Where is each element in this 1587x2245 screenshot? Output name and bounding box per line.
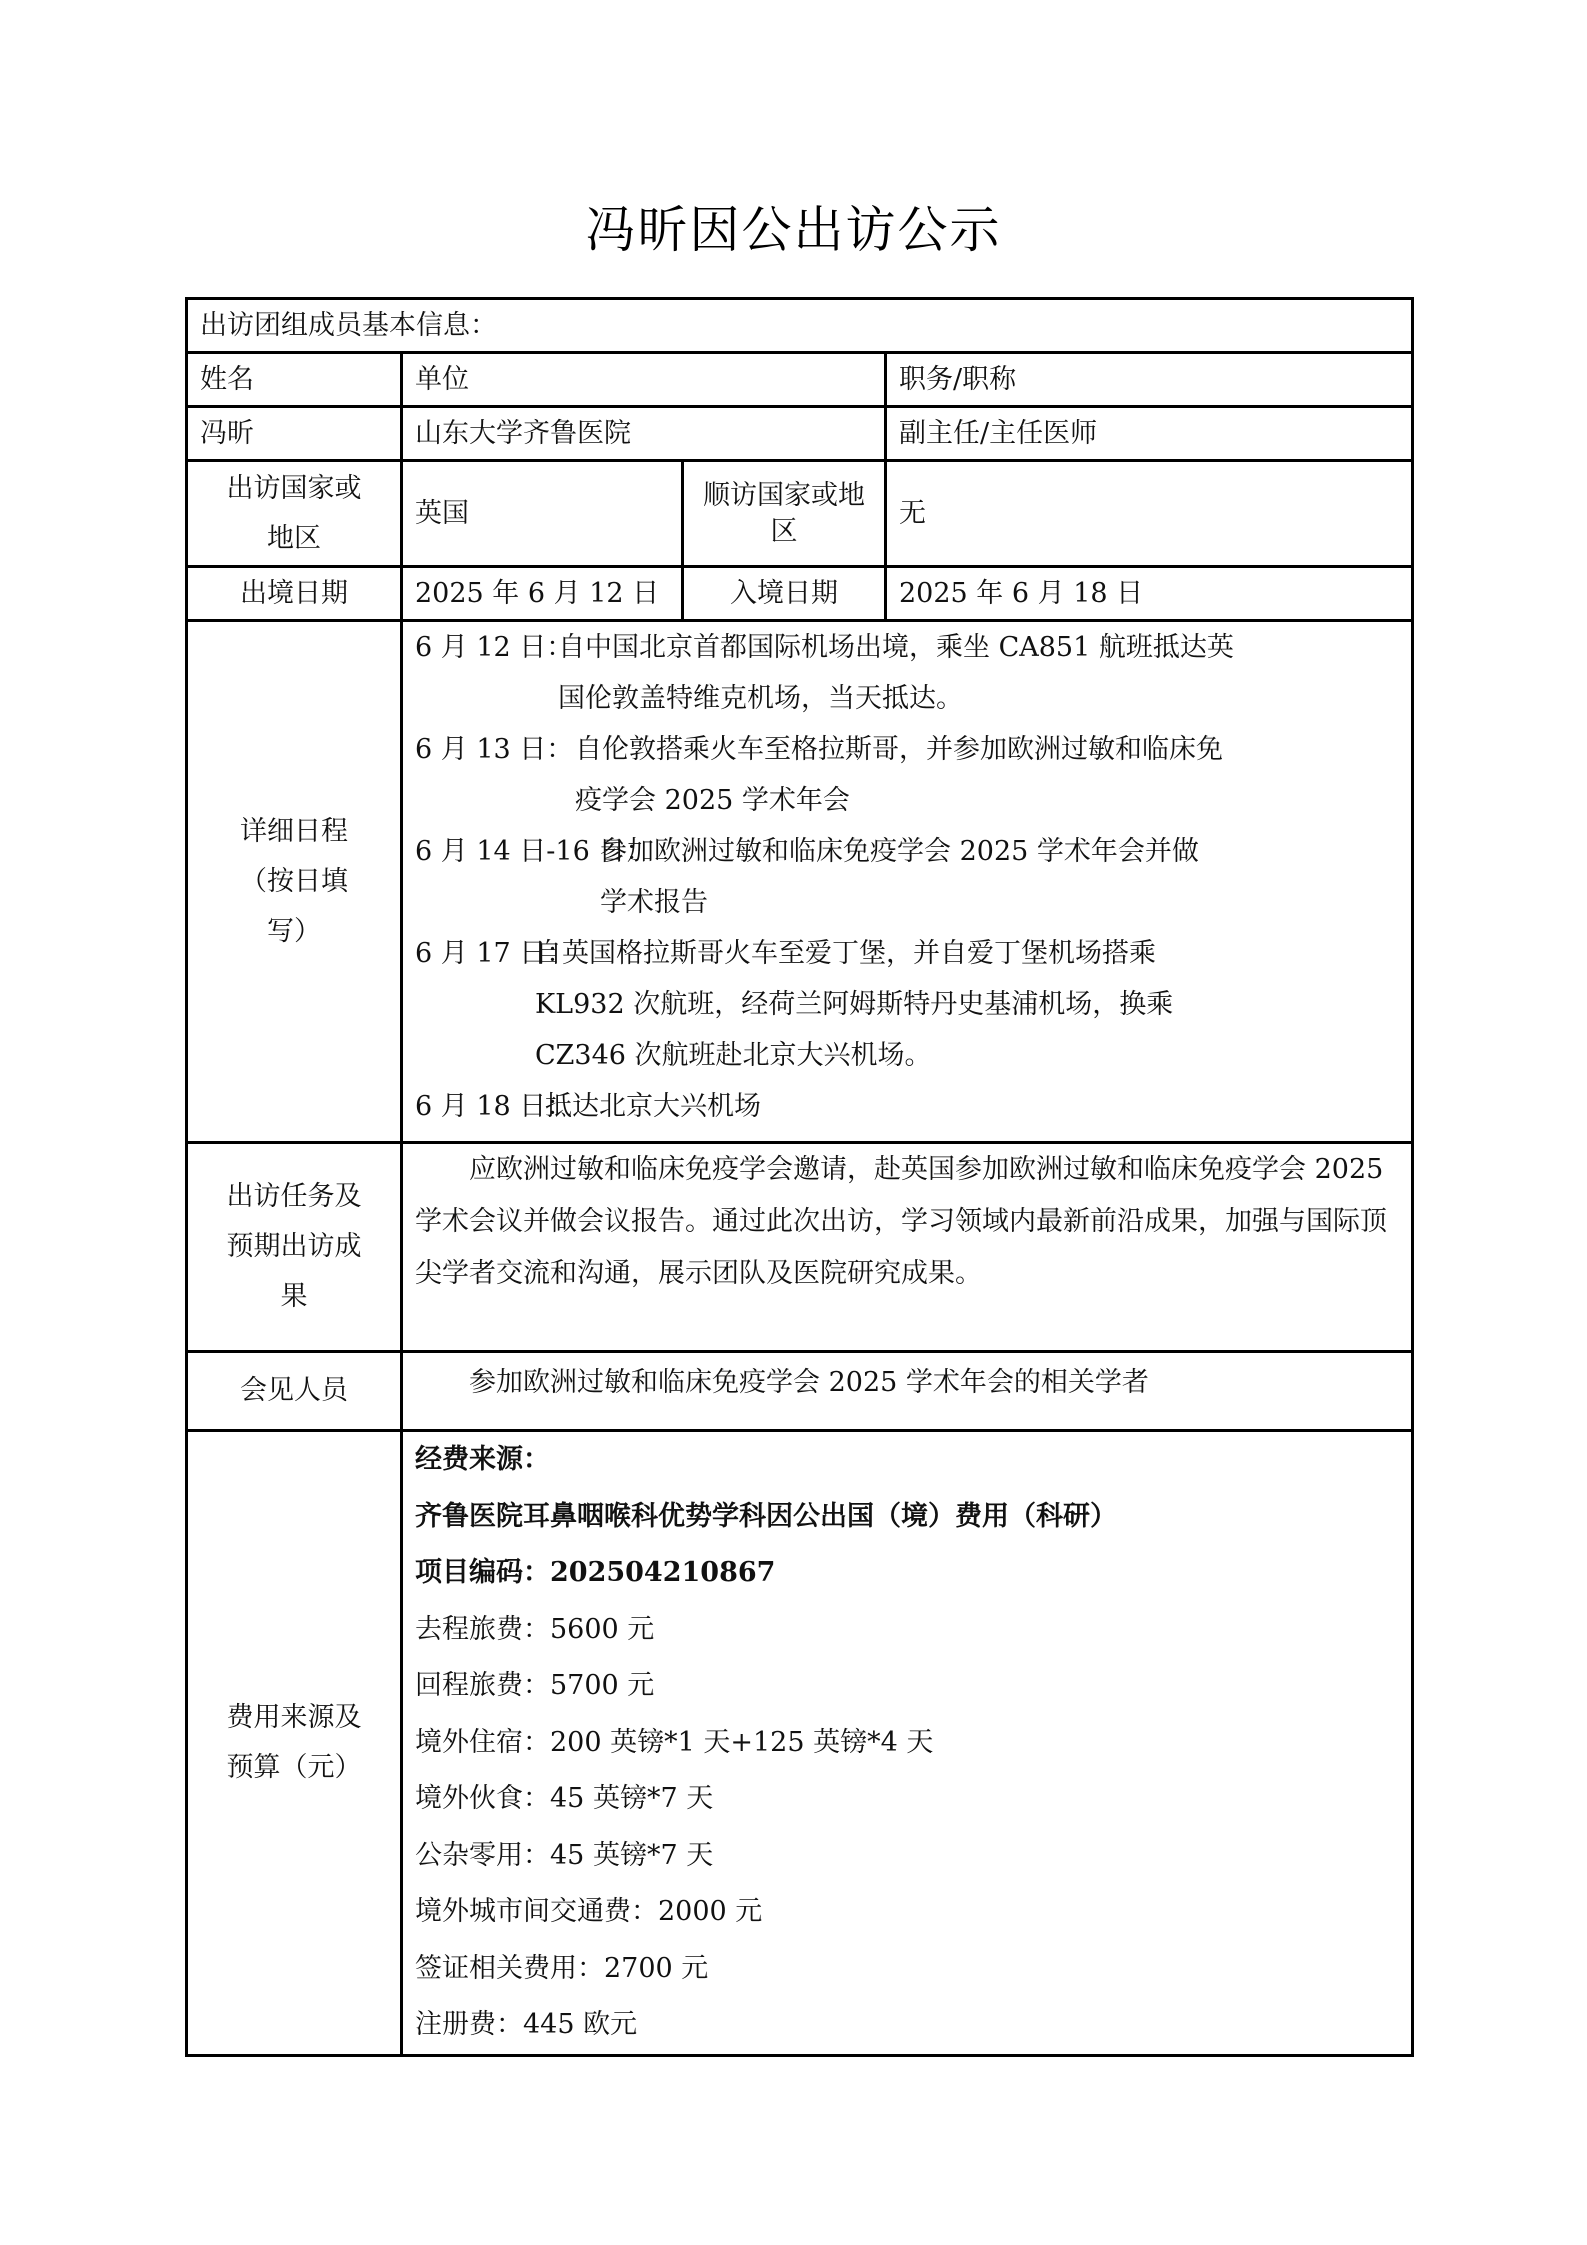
unit-header: 单位 — [402, 353, 886, 407]
schedule-text: 自中国北京首都国际机场出境，乘坐 CA851 航班抵达英 — [558, 632, 1234, 663]
schedule-date — [415, 775, 575, 826]
schedule-line — [415, 1081, 1399, 1132]
mission-label-line: 预期出访成 — [226, 1231, 362, 1262]
budget-item: 注册费：445 欧元 — [415, 2009, 638, 2040]
schedule-line — [415, 724, 1399, 775]
budget-label-line: 费用来源及 — [226, 1701, 362, 1733]
destination-label-line: 出访国家或 — [226, 472, 362, 504]
section-header-row — [187, 299, 1413, 353]
schedule-text: 学术报告 — [600, 887, 708, 918]
destination-value: 英国 — [402, 461, 683, 567]
budget-item: 回程旅费：5700 元 — [415, 1670, 655, 1701]
schedule-date — [415, 877, 600, 928]
column-header-row — [187, 353, 1413, 407]
schedule-line — [415, 979, 1399, 1030]
budget-label — [187, 1431, 402, 2056]
exit-date-value: 2025 年 6 月 12 日 — [402, 567, 683, 621]
schedule-line — [415, 1030, 1399, 1081]
exit-date-label: 出境日期 — [187, 567, 402, 621]
schedule-label-line: （按日填 — [240, 865, 348, 897]
section-header: 出访团组成员基本信息： — [187, 299, 1413, 353]
entry-date-label: 入境日期 — [683, 567, 886, 621]
schedule-text: 自伦敦搭乘火车至格拉斯哥，并参加欧洲过敏和临床免 — [575, 734, 1223, 765]
mission-row — [187, 1143, 1413, 1352]
schedule-item — [415, 1081, 1399, 1132]
name-header: 姓名 — [187, 353, 402, 407]
budget-item: 境外城市间交通费：2000 元 — [415, 1896, 763, 1927]
meeting-label: 会见人员 — [187, 1352, 402, 1431]
budget-items — [415, 1602, 1399, 2054]
member-name: 冯昕 — [187, 407, 402, 461]
schedule-text: CZ346 次航班赴北京大兴机场。 — [535, 1040, 932, 1071]
schedule-item — [415, 622, 1399, 724]
schedule-text: 国伦敦盖特维克机场，当天抵达。 — [558, 683, 963, 714]
schedule-line — [415, 673, 1399, 724]
mission-text: 应欧洲过敏和临床免疫学会邀请，赴英国参加欧洲过敏和临床免疫学会 2025 学术会议并做会议报告。通过此次出访，学习领域内最新前沿成果，加强与国际顶尖学者交流和沟通，展示团队及医院研究成果。 — [415, 1154, 1387, 1289]
schedule-label-line: 写） — [267, 915, 321, 947]
schedule-item — [415, 724, 1399, 826]
schedule-label-line: 详细日程 — [240, 815, 348, 847]
schedule-content — [402, 621, 1413, 1143]
schedule-row — [187, 621, 1413, 1143]
meeting-row — [187, 1352, 1413, 1431]
member-unit: 山东大学齐鲁医院 — [402, 407, 886, 461]
schedule-line — [415, 826, 1399, 877]
schedule-line — [415, 928, 1399, 979]
schedule-date: 6 月 12 日： — [415, 632, 574, 663]
also-visit-value: 无 — [886, 461, 1413, 567]
schedule-text: 参加欧洲过敏和临床免疫学会 2025 学术年会并做 — [600, 836, 1199, 867]
page-title: 冯昕因公出访公示 — [585, 201, 1002, 259]
member-row — [187, 407, 1413, 461]
budget-item: 境外伙食：45 英镑*7 天 — [415, 1783, 714, 1814]
destination-label — [187, 461, 402, 567]
destination-row — [187, 461, 1413, 567]
mission-label — [187, 1143, 402, 1352]
schedule-text: 抵达北京大兴机场 — [545, 1091, 761, 1122]
mission-content — [402, 1143, 1413, 1352]
schedule-date: 6 月 13 日： — [415, 734, 574, 765]
budget-item: 公杂零用：45 英镑*7 天 — [415, 1839, 714, 1871]
visit-info-table — [185, 297, 1414, 2057]
budget-item: 去程旅费：5600 元 — [415, 1613, 655, 1645]
mission-label-line: 出访任务及 — [226, 1181, 362, 1212]
schedule-text: KL932 次航班，经荷兰阿姆斯特丹史基浦机场，换乘 — [535, 989, 1174, 1020]
schedule-item — [415, 826, 1399, 928]
budget-item: 签证相关费用：2700 元 — [415, 1952, 709, 1984]
also-visit-label: 顺访国家或地区 — [683, 461, 886, 567]
schedule-date: 6 月 17 日： — [415, 938, 574, 969]
budget-label-line: 预算（元） — [226, 1751, 362, 1783]
mission-label-line: 果 — [280, 1281, 308, 1312]
schedule-line — [415, 877, 1399, 928]
budget-row — [187, 1431, 1413, 2056]
schedule-text: 疫学会 2025 学术年会 — [575, 785, 850, 816]
member-position: 副主任/主任医师 — [886, 407, 1413, 461]
dates-row — [187, 567, 1413, 621]
schedule-item — [415, 928, 1399, 1081]
schedule-list — [415, 622, 1399, 1132]
budget-item: 境外住宿：200 英镑*1 天+125 英镑*4 天 — [415, 1726, 934, 1758]
schedule-label — [187, 621, 402, 1143]
budget-content — [402, 1431, 1413, 2056]
schedule-date: 6 月 14 日-16 日： — [415, 836, 653, 867]
meeting-value: 参加欧洲过敏和临床免疫学会 2025 学术年会的相关学者 — [402, 1352, 1413, 1431]
destination-label-line: 地区 — [267, 522, 321, 554]
schedule-line — [415, 775, 1399, 826]
project-code: 项目编码：202504210867 — [415, 1557, 776, 1588]
position-header: 职务/职称 — [886, 353, 1413, 407]
funding-source-label: 经费来源： — [415, 1444, 550, 1475]
schedule-date — [415, 979, 535, 1030]
schedule-text: 自英国格拉斯哥火车至爱丁堡，并自爱丁堡机场搭乘 — [535, 938, 1156, 969]
schedule-date — [415, 1030, 535, 1081]
funding-source: 齐鲁医院耳鼻咽喉科优势学科因公出国（境）费用（科研） — [415, 1500, 1117, 1532]
schedule-date — [415, 673, 558, 724]
entry-date-value: 2025 年 6 月 18 日 — [886, 567, 1413, 621]
schedule-line — [415, 622, 1399, 673]
schedule-date: 6 月 18 日： — [415, 1091, 574, 1122]
